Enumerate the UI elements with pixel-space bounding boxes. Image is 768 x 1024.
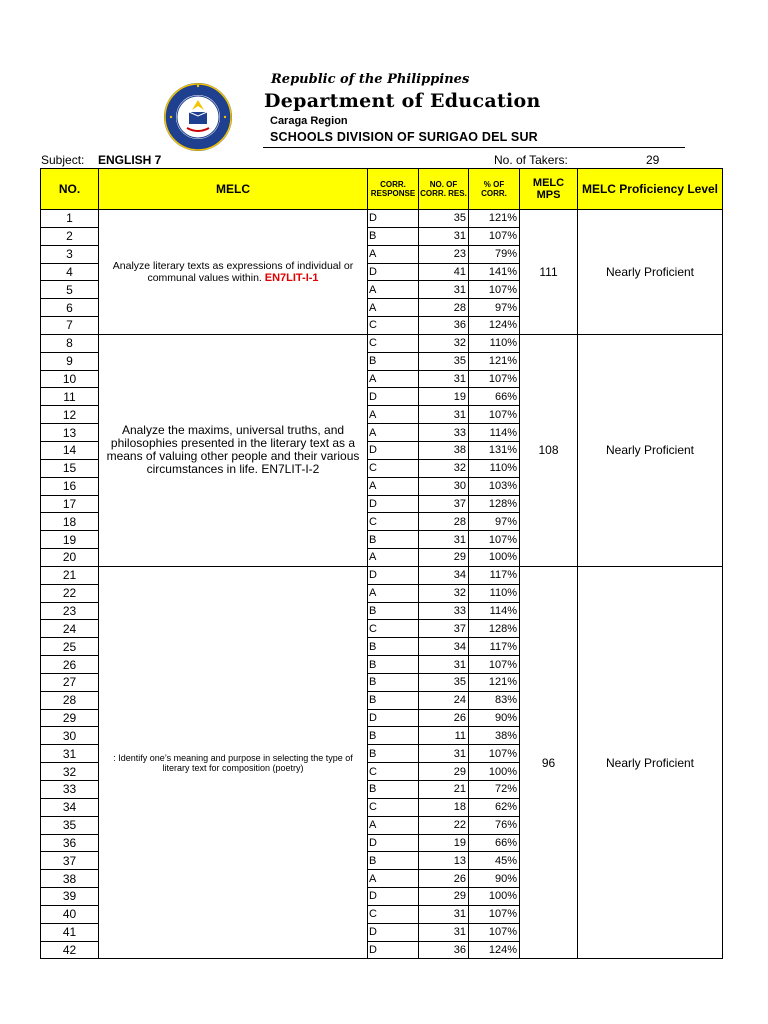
letterhead [0, 0, 768, 150]
correct-count: 36 [419, 941, 469, 959]
item-number: 31 [41, 745, 99, 763]
correct-percent: 107% [469, 656, 520, 674]
correct-percent: 141% [469, 263, 520, 281]
correct-response: C [368, 317, 419, 335]
item-number: 7 [41, 317, 99, 335]
correct-response: B [368, 227, 419, 245]
correct-response: A [368, 406, 419, 424]
correct-percent: 124% [469, 941, 520, 959]
correct-response: D [368, 495, 419, 513]
item-number: 21 [41, 566, 99, 584]
item-number: 40 [41, 905, 99, 923]
correct-response: A [368, 245, 419, 263]
melc-mps: 111 [520, 210, 578, 335]
correct-percent: 124% [469, 317, 520, 335]
correct-response: C [368, 620, 419, 638]
correct-response: B [368, 602, 419, 620]
item-number: 8 [41, 334, 99, 352]
correct-percent: 79% [469, 245, 520, 263]
correct-count: 32 [419, 584, 469, 602]
melc-mps: 96 [520, 566, 578, 959]
correct-response: A [368, 477, 419, 495]
proficiency-level: Nearly Proficient [578, 566, 723, 959]
item-number: 13 [41, 424, 99, 442]
melc-text: Analyze literary texts as expressions of individual or communal values within. [112, 259, 354, 284]
item-number: 33 [41, 781, 99, 799]
proficiency-level: Nearly Proficient [578, 210, 723, 335]
correct-count: 35 [419, 352, 469, 370]
correct-response: A [368, 424, 419, 442]
correct-percent: 97% [469, 299, 520, 317]
subject-label: Subject: [41, 153, 85, 167]
item-number: 17 [41, 495, 99, 513]
correct-percent: 110% [469, 584, 520, 602]
correct-response: B [368, 531, 419, 549]
correct-count: 41 [419, 263, 469, 281]
correct-count: 19 [419, 834, 469, 852]
correct-response: B [368, 691, 419, 709]
correct-percent: 62% [469, 798, 520, 816]
correct-percent: 128% [469, 620, 520, 638]
table-row [41, 334, 723, 352]
correct-response: D [368, 941, 419, 959]
correct-count: 18 [419, 798, 469, 816]
correct-count: 36 [419, 317, 469, 335]
correct-count: 32 [419, 334, 469, 352]
correct-response: A [368, 870, 419, 888]
takers-value: 29 [646, 153, 660, 167]
takers-label: No. of Takers: [494, 153, 568, 167]
melc-cell [99, 334, 368, 566]
correct-count: 29 [419, 888, 469, 906]
item-number: 2 [41, 227, 99, 245]
item-number: 25 [41, 638, 99, 656]
correct-percent: 117% [469, 638, 520, 656]
item-number: 14 [41, 441, 99, 459]
header-rule [263, 147, 685, 148]
item-number: 18 [41, 513, 99, 531]
col-no-of-corr: NO. OF CORR. RES. [419, 169, 469, 210]
item-number: 36 [41, 834, 99, 852]
correct-count: 29 [419, 549, 469, 567]
correct-percent: 107% [469, 531, 520, 549]
deped-seal-icon [163, 82, 233, 152]
correct-count: 13 [419, 852, 469, 870]
correct-percent: 107% [469, 227, 520, 245]
correct-count: 31 [419, 745, 469, 763]
correct-count: 26 [419, 870, 469, 888]
correct-response: D [368, 441, 419, 459]
correct-response: B [368, 727, 419, 745]
correct-response: B [368, 673, 419, 691]
melc-mps: 108 [520, 334, 578, 566]
melc-cell [99, 566, 368, 959]
correct-count: 38 [419, 441, 469, 459]
correct-count: 31 [419, 227, 469, 245]
region-line: Caraga Region [270, 115, 348, 127]
correct-response: D [368, 263, 419, 281]
correct-response: C [368, 905, 419, 923]
item-number: 19 [41, 531, 99, 549]
correct-count: 33 [419, 602, 469, 620]
melc-text: Analyze the maxims, universal truths, and philosophies presented in the literary text as a means of valuing other people and their various circumstances in life. EN7LIT-I-2 [106, 423, 360, 477]
item-number: 10 [41, 370, 99, 388]
correct-count: 35 [419, 210, 469, 228]
correct-response: D [368, 709, 419, 727]
item-number: 9 [41, 352, 99, 370]
col-corr-response: CORR. RESPONSE [368, 169, 419, 210]
correct-percent: 107% [469, 281, 520, 299]
correct-response: C [368, 798, 419, 816]
item-number: 1 [41, 210, 99, 228]
melc-code: EN7LIT-I-1 [264, 271, 319, 284]
correct-percent: 97% [469, 513, 520, 531]
correct-percent: 107% [469, 745, 520, 763]
correct-percent: 121% [469, 352, 520, 370]
correct-count: 19 [419, 388, 469, 406]
item-number: 34 [41, 798, 99, 816]
item-number: 41 [41, 923, 99, 941]
correct-count: 33 [419, 424, 469, 442]
correct-response: B [368, 656, 419, 674]
correct-percent: 107% [469, 923, 520, 941]
item-number: 39 [41, 888, 99, 906]
correct-response: D [368, 388, 419, 406]
correct-count: 31 [419, 406, 469, 424]
table-body [41, 210, 723, 959]
col-level: MELC Proficiency Level [578, 169, 723, 210]
col-no: NO. [41, 169, 99, 210]
correct-count: 35 [419, 673, 469, 691]
item-number: 12 [41, 406, 99, 424]
table-header-row [41, 169, 723, 210]
correct-percent: 110% [469, 459, 520, 477]
department-title: Department of Education [264, 90, 541, 112]
correct-response: A [368, 584, 419, 602]
correct-count: 21 [419, 781, 469, 799]
proficiency-level: Nearly Proficient [578, 334, 723, 566]
item-number: 6 [41, 299, 99, 317]
correct-response: D [368, 566, 419, 584]
correct-percent: 107% [469, 370, 520, 388]
correct-percent: 45% [469, 852, 520, 870]
correct-count: 32 [419, 459, 469, 477]
correct-response: D [368, 834, 419, 852]
item-number: 3 [41, 245, 99, 263]
correct-percent: 121% [469, 210, 520, 228]
correct-percent: 66% [469, 834, 520, 852]
col-mps: MELC MPS [520, 169, 578, 210]
item-number: 23 [41, 602, 99, 620]
correct-percent: 114% [469, 424, 520, 442]
item-number: 29 [41, 709, 99, 727]
correct-percent: 76% [469, 816, 520, 834]
correct-percent: 100% [469, 888, 520, 906]
correct-response: B [368, 638, 419, 656]
correct-percent: 83% [469, 691, 520, 709]
item-number: 28 [41, 691, 99, 709]
item-analysis-table [40, 168, 723, 959]
item-number: 30 [41, 727, 99, 745]
correct-percent: 100% [469, 549, 520, 567]
correct-percent: 100% [469, 763, 520, 781]
correct-count: 26 [419, 709, 469, 727]
correct-response: C [368, 513, 419, 531]
correct-count: 37 [419, 495, 469, 513]
item-number: 16 [41, 477, 99, 495]
correct-percent: 114% [469, 602, 520, 620]
correct-count: 31 [419, 531, 469, 549]
correct-count: 37 [419, 620, 469, 638]
correct-count: 23 [419, 245, 469, 263]
item-number: 20 [41, 549, 99, 567]
correct-response: A [368, 281, 419, 299]
republic-line: Republic of the Philippines [271, 72, 470, 87]
correct-response: C [368, 334, 419, 352]
col-melc: MELC [99, 169, 368, 210]
item-number: 5 [41, 281, 99, 299]
correct-count: 28 [419, 513, 469, 531]
correct-count: 31 [419, 923, 469, 941]
item-number: 11 [41, 388, 99, 406]
correct-percent: 107% [469, 406, 520, 424]
correct-count: 29 [419, 763, 469, 781]
correct-response: A [368, 549, 419, 567]
correct-response: D [368, 923, 419, 941]
correct-response: B [368, 352, 419, 370]
correct-response: D [368, 210, 419, 228]
item-number: 42 [41, 941, 99, 959]
correct-response: D [368, 888, 419, 906]
correct-response: C [368, 459, 419, 477]
correct-count: 30 [419, 477, 469, 495]
correct-response: B [368, 745, 419, 763]
correct-percent: 66% [469, 388, 520, 406]
item-number: 24 [41, 620, 99, 638]
correct-percent: 72% [469, 781, 520, 799]
correct-percent: 110% [469, 334, 520, 352]
correct-response: B [368, 781, 419, 799]
melc-text: : Identify one’s meaning and purpose in selecting the type of literary text for composition (poetry) [113, 752, 353, 773]
division-line: SCHOOLS DIVISION OF SURIGAO DEL SUR [270, 130, 538, 144]
correct-percent: 117% [469, 566, 520, 584]
correct-count: 34 [419, 566, 469, 584]
correct-count: 24 [419, 691, 469, 709]
correct-count: 22 [419, 816, 469, 834]
correct-count: 31 [419, 370, 469, 388]
correct-count: 28 [419, 299, 469, 317]
correct-percent: 128% [469, 495, 520, 513]
correct-count: 34 [419, 638, 469, 656]
item-number: 22 [41, 584, 99, 602]
correct-percent: 131% [469, 441, 520, 459]
item-number: 4 [41, 263, 99, 281]
correct-percent: 38% [469, 727, 520, 745]
item-number: 27 [41, 673, 99, 691]
item-number: 37 [41, 852, 99, 870]
correct-count: 11 [419, 727, 469, 745]
correct-percent: 90% [469, 870, 520, 888]
correct-percent: 90% [469, 709, 520, 727]
item-number: 38 [41, 870, 99, 888]
melc-cell [99, 210, 368, 335]
table-row [41, 210, 723, 228]
correct-percent: 121% [469, 673, 520, 691]
correct-count: 31 [419, 905, 469, 923]
table-row [41, 566, 723, 584]
item-number: 15 [41, 459, 99, 477]
correct-percent: 107% [469, 905, 520, 923]
item-number: 26 [41, 656, 99, 674]
correct-percent: 103% [469, 477, 520, 495]
item-number: 35 [41, 816, 99, 834]
correct-response: A [368, 299, 419, 317]
item-number: 32 [41, 763, 99, 781]
correct-count: 31 [419, 281, 469, 299]
subject-value: ENGLISH 7 [98, 153, 162, 167]
correct-response: A [368, 370, 419, 388]
correct-response: B [368, 852, 419, 870]
correct-response: C [368, 763, 419, 781]
correct-count: 31 [419, 656, 469, 674]
correct-response: A [368, 816, 419, 834]
col-pct-corr: % OF CORR. [469, 169, 520, 210]
